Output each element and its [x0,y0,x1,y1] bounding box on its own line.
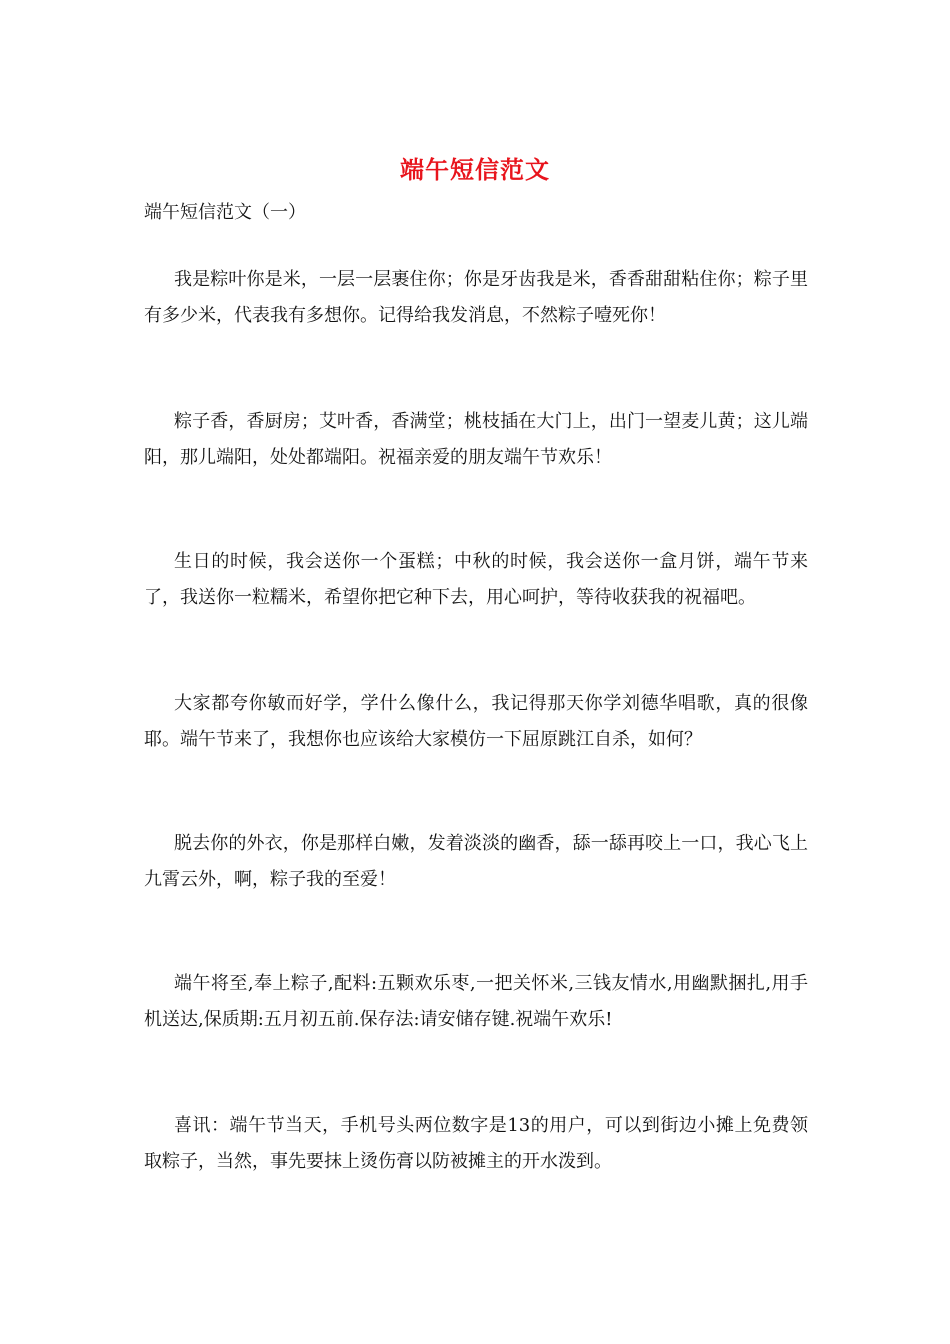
paragraph-7: 喜讯：端午节当天，手机号头两位数字是13的用户，可以到街边小摊上免费领取粽子，当然，事先要抹上烫伤膏以防被摊主的开水泼到。 [144,1115,808,1172]
paragraph-5: 脱去你的外衣，你是那样白嫩，发着淡淡的幽香，舔一舔再咬上一口，我心飞上九霄云外，啊，粽子我的至爱！ [144,833,808,890]
paragraph-2: 粽子香，香厨房；艾叶香，香满堂；桃枝插在大门上，出门一望麦儿黄；这儿端阳，那儿端阳，处处都端阳。祝福亲爱的朋友端午节欢乐！ [144,411,808,468]
document-subtitle: 端午短信范文（一） [144,202,306,223]
paragraph-4: 大家都夸你敏而好学，学什么像什么，我记得那天你学刘德华唱歌，真的很像耶。端午节来了，我想你也应该给大家模仿一下屈原跳江自杀，如何？ [144,693,808,750]
paragraph-3: 生日的时候，我会送你一个蛋糕；中秋的时候，我会送你一盒月饼，端午节来了，我送你一粒糯米，希望你把它种下去，用心呵护，等待收获我的祝福吧。 [144,551,808,608]
paragraph-1: 我是粽叶你是米，一层一层裹住你；你是牙齿我是米，香香甜甜粘住你；粽子里有多少米，代表我有多想你。记得给我发消息，不然粽子噎死你！ [144,269,808,326]
paragraph-6: 端午将至,奉上粽子,配料:五颗欢乐枣,一把关怀米,三钱友情水,用幽默捆扎,用手机送达,保质期:五月初五前.保存法:请安储存键.祝端午欢乐! [144,973,808,1030]
document-title: 端午短信范文 [400,155,550,184]
